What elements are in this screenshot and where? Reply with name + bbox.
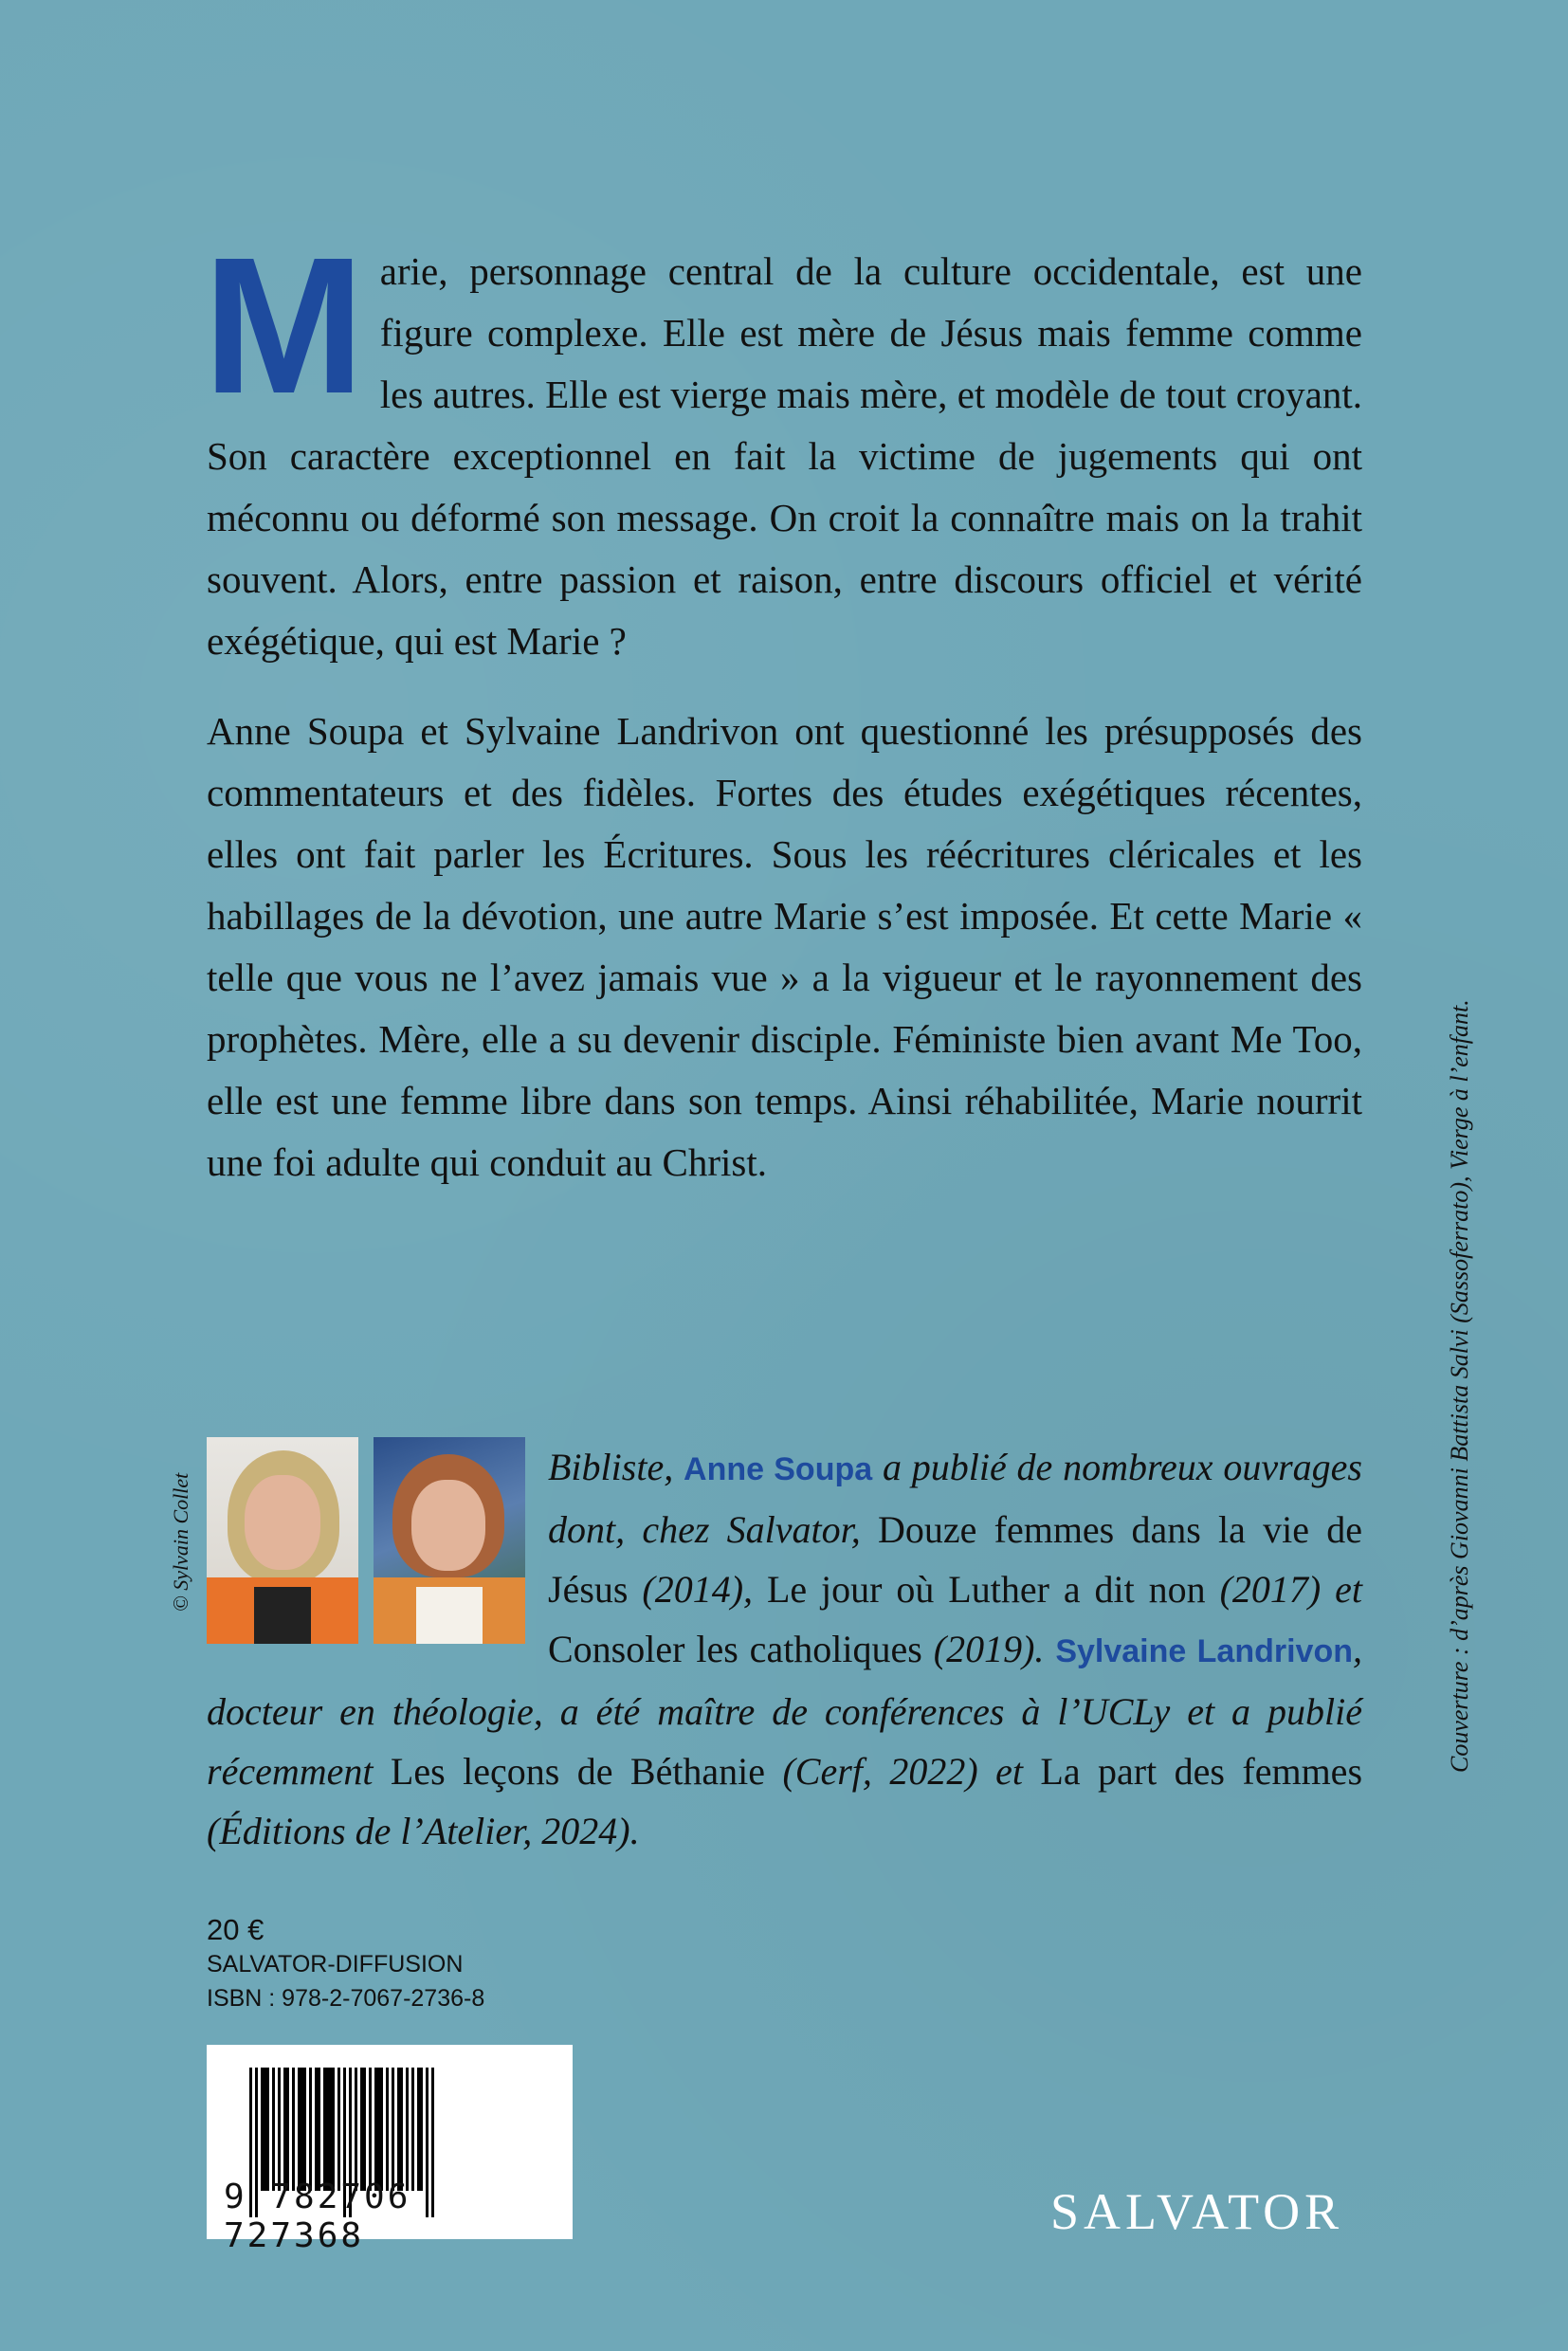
book-title: Le jour où Luther a dit non [766, 1568, 1206, 1611]
author-photos [207, 1437, 525, 1644]
blurb-paragraph-2: Anne Soupa et Sylvaine Landrivon ont questionné les présupposés des commentateurs et des fidèles. Fortes des études exégétiques récentes, elles ont fait parler les Écritures. Sous les réécritures cléricales et les habillages de la dévotion, une autre Marie s’est imposée. Et cette Marie « telle que vous ne l’avez jamais vue » a la vigueur et le rayonnement des prophètes. Mère, elle a su devenir disciple. Féministe bien avant Me Too, elle est une femme libre dans son temps. Ainsi réhabilitée, Marie nourrit une foi adulte qui conduit au Christ. [207, 709, 1362, 1184]
author-photo-sylvaine-landrivon [374, 1437, 525, 1644]
author-name-sylvaine-landrivon: Sylvaine Landrivon [1055, 1633, 1353, 1669]
book-title: Consoler les catholiques [548, 1628, 922, 1670]
book-title: Les leçons de Béthanie [390, 1750, 766, 1793]
cover-credit: Couverture : d’après Giovanni Battista Salvi (Sassoferrato), Vierge à l’enfant. [1446, 999, 1473, 1773]
drop-cap: M [203, 217, 359, 434]
photo-credit: © Sylvain Collet [169, 1472, 192, 1612]
barcode [207, 2045, 573, 2255]
book-title: Douze femmes dans la vie de Jésus [548, 1508, 1362, 1611]
author-photo-anne-soupa [207, 1437, 358, 1644]
authors-bio: Bibliste, Anne Soupa a publié de nombreux ouvrages dont, chez Salvator, Douze femmes dans la vie de Jésus (2014), Le jour où Luther a dit non (2017) et Consoler les catholiques (2019). Sylvaine Landrivon, docteur en théologie, a été maître de conférences à l’UCLy et a publié récemment Les leçons de Béthanie (Cerf, 2022) et La part des femmes (Éditions de l’Atelier, 2024). [207, 1437, 1362, 1861]
barcode-digits: 9 782706 727368 [224, 2178, 411, 2255]
isbn: ISBN : 978-2-7067-2736-8 [207, 1985, 485, 2012]
blurb-paragraph-1: Marie, personnage central de la culture occidentale, est une figure complexe. Elle est mère de Jésus mais femme comme les autres. Elle est vierge mais mère, et modèle de tout croyant. Son caractère exceptionnel en fait la victime de jugements qui ont méconnu ou déformé son message. On croit la connaître mais on la trahit souvent. Alors, entre passion et raison, entre discours officiel et vérité exégétique, qui est Marie ? [203, 217, 1362, 663]
back-cover-blurb [203, 217, 1362, 1222]
price: 20 € [207, 1913, 264, 1946]
distributor: SALVATOR-DIFFUSION [207, 1951, 464, 1977]
publisher-logo: SALVATOR [1050, 2183, 1344, 2240]
author-name-anne-soupa: Anne Soupa [684, 1451, 873, 1487]
book-title: La part des femmes [1040, 1750, 1363, 1793]
price-block [207, 1913, 484, 2015]
